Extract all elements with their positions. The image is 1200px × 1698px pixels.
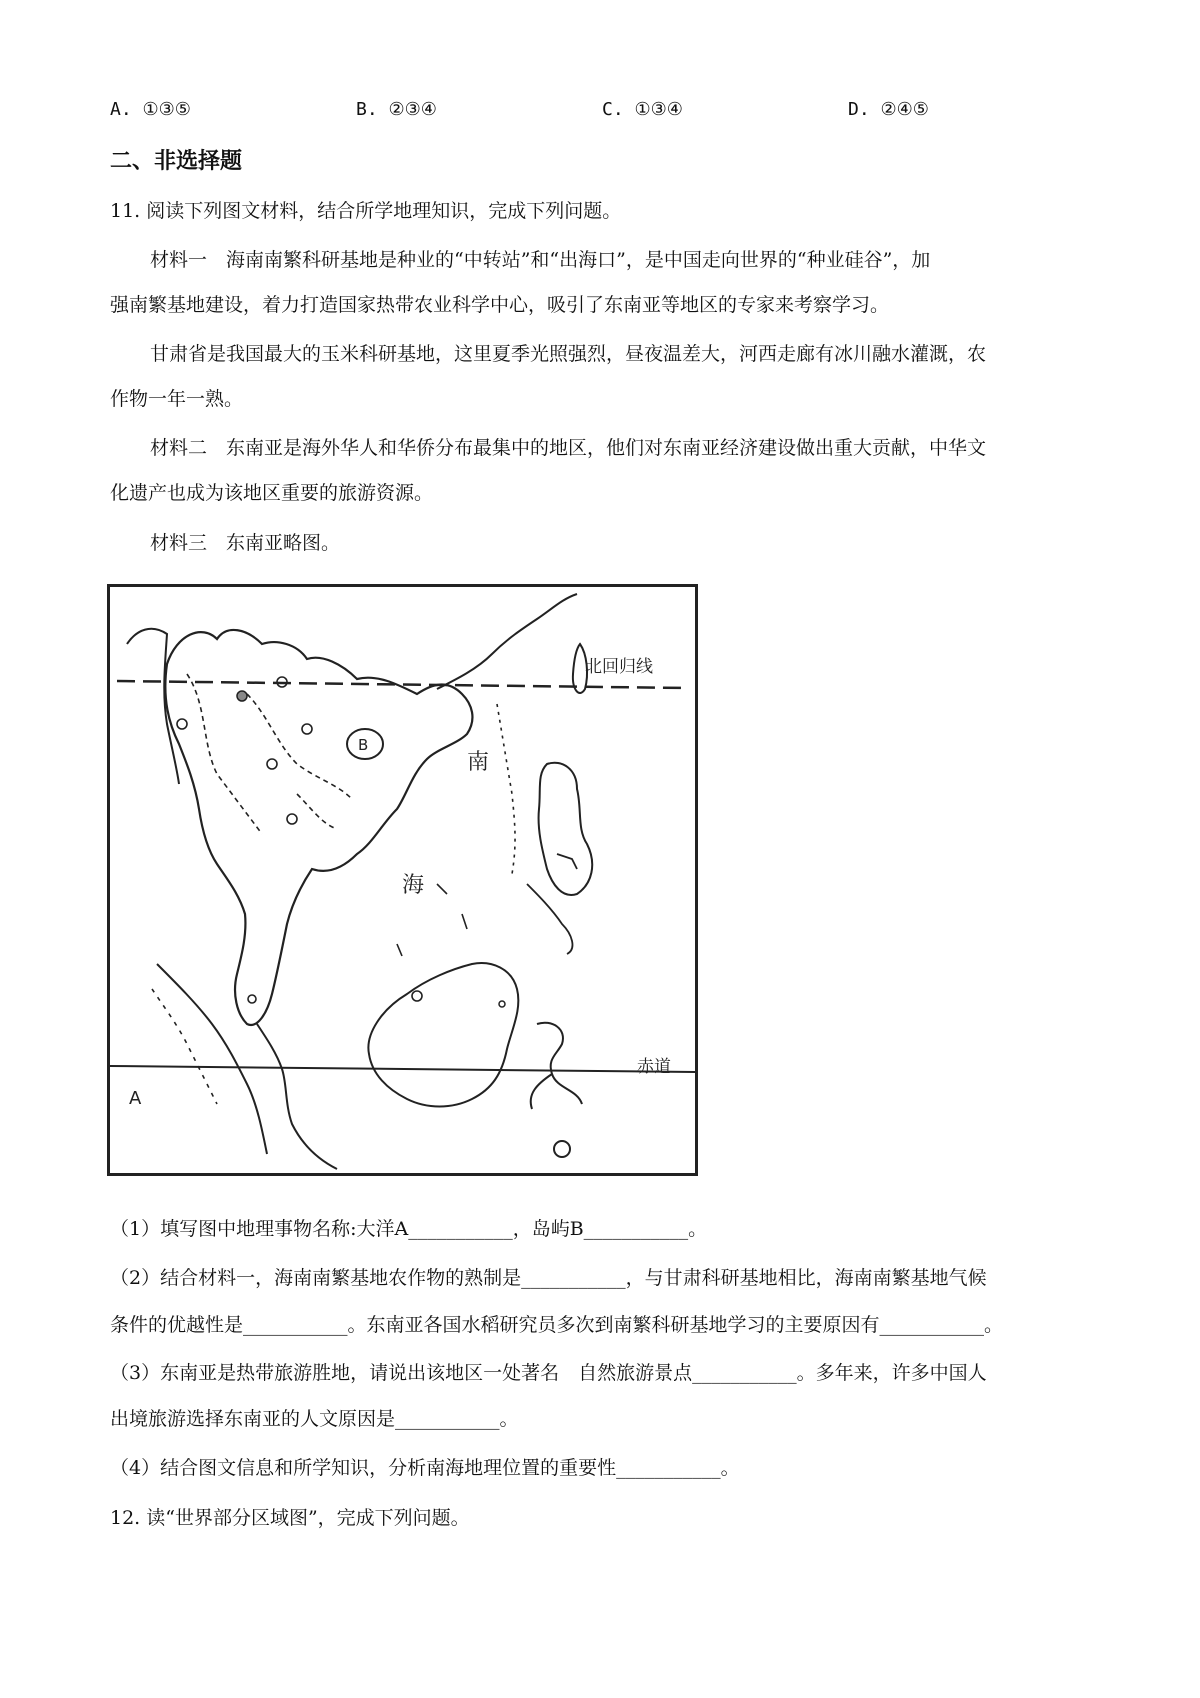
q11-material1b-line2: 作物一年一熟。 xyxy=(110,388,244,410)
q11-part3-line1: （3）东南亚是热带旅游胜地，请说出该地区一处著名 自然旅游景点___________。多年来，许多中国人 xyxy=(110,1362,987,1384)
option-d: D. ②④⑤ xyxy=(848,99,929,120)
label-ocean-a: A xyxy=(129,1088,142,1109)
label-south: 南 xyxy=(467,750,490,775)
southeast-asia-map xyxy=(107,584,698,1176)
q11-part2-line1: （2）结合材料一，海南南繁基地农作物的熟制是___________，与甘肃科研基地相比，海南南繁基地气候 xyxy=(110,1267,987,1289)
label-sea: 海 xyxy=(402,873,425,898)
option-a: A. ①③⑤ xyxy=(110,99,191,120)
option-b: B. ②③④ xyxy=(356,99,437,120)
q11-material2-line1: 材料二 东南亚是海外华人和华侨分布最集中的地区，他们对东南亚经济建设做出重大贡献，中华文 xyxy=(150,437,987,459)
label-island-b: B xyxy=(358,736,369,754)
q11-part2-line2: 条件的优越性是___________。东南亚各国水稻研究员多次到南繁科研基地学习的主要原因有___________。 xyxy=(110,1314,1004,1336)
q11-part1: （1）填写图中地理事物名称:大洋A___________，岛屿B___________。 xyxy=(110,1218,708,1240)
q11-material1b-line1: 甘肃省是我国最大的玉米科研基地，这里夏季光照强烈，昼夜温差大，河西走廊有冰川融水灌溉，农 xyxy=(150,343,987,365)
q11-material1-line1: 材料一 海南南繁科研基地是种业的“中转站”和“出海口”，是中国走向世界的“种业硅谷”，加 xyxy=(150,249,931,271)
section-title: 二、非选择题 xyxy=(110,149,243,174)
q11-material2-line2: 化遗产也成为该地区重要的旅游资源。 xyxy=(110,482,434,504)
q11-material3: 材料三 东南亚略图。 xyxy=(150,532,341,554)
q11-part3-line2: 出境旅游选择东南亚的人文原因是___________。 xyxy=(110,1408,519,1430)
q11-stem: 11. 阅读下列图文材料，结合所学地理知识，完成下列问题。 xyxy=(110,200,622,222)
label-tropic: 北回归线 xyxy=(585,657,653,677)
option-c: C. ①③④ xyxy=(602,99,683,120)
q11-material1-line2: 强南繁基地建设，着力打造国家热带农业科学中心，吸引了东南亚等地区的专家来考察学习。 xyxy=(110,294,890,316)
q12-stem: 12. 读“世界部分区域图”，完成下列问题。 xyxy=(110,1507,470,1529)
q11-part4: （4）结合图文信息和所学知识，分析南海地理位置的重要性___________。 xyxy=(110,1457,740,1479)
label-equator: 赤道 xyxy=(637,1057,671,1077)
